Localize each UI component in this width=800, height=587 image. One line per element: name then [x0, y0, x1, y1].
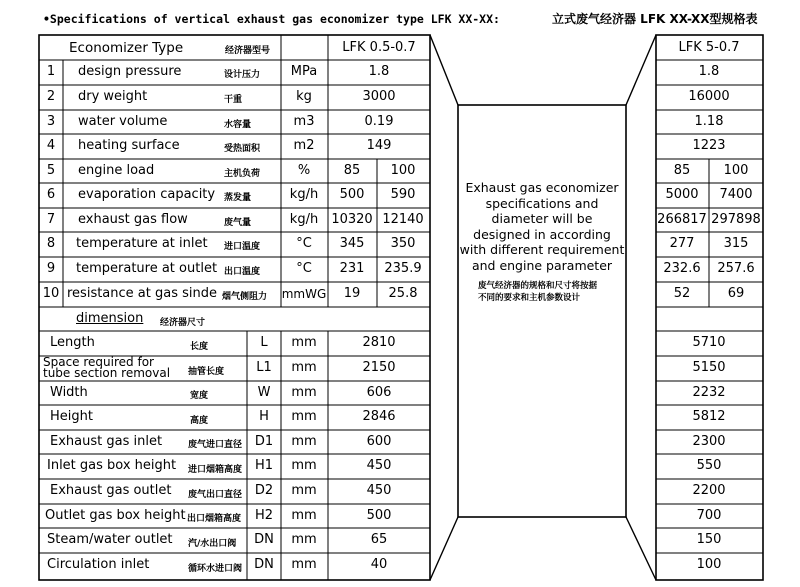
right-value: 277 [669, 236, 695, 251]
dim-name-cn: 废气进口直径 [188, 440, 243, 450]
spec-name: temperature at outlet [76, 261, 218, 276]
left-model: LFK 0.5-0.7 [342, 40, 416, 55]
dim-unit: mm [291, 434, 317, 449]
spec-name: heating surface [78, 138, 180, 153]
left-value: 85 [343, 163, 361, 178]
spec-name: resistance at gas sinde [67, 286, 217, 301]
spec-name: water volume [78, 114, 168, 129]
dim-left-value: 606 [366, 385, 392, 400]
left-value: 10320 [331, 212, 373, 227]
spec-name-cn: 蒸发量 [224, 193, 252, 203]
economizer-type-label-cn: 经济器型号 [225, 46, 271, 56]
dim-left-value: 450 [366, 483, 392, 498]
left-value: 1.8 [368, 64, 390, 79]
spec-unit: °C [296, 261, 312, 276]
spec-unit: mmWG [281, 287, 327, 301]
dim-left-value: 2810 [362, 335, 396, 350]
left-value: 149 [366, 138, 392, 153]
dim-left-value: 40 [370, 557, 388, 572]
dim-right-value: 5710 [692, 335, 726, 350]
left-value: 100 [390, 163, 416, 178]
dim-name: Exhaust gas outlet [50, 483, 172, 498]
right-value: 100 [723, 163, 749, 178]
dim-unit: mm [291, 458, 317, 473]
dim-unit: mm [291, 385, 317, 400]
spec-name-cn: 废气量 [224, 218, 252, 228]
dim-unit: mm [291, 483, 317, 498]
dim-name-cn: 宽度 [190, 391, 209, 401]
left-value: 12140 [382, 212, 424, 227]
dim-name-cn: 循环水进口阀 [188, 564, 243, 574]
left-value: 0.19 [364, 114, 394, 129]
dim-unit: mm [291, 409, 317, 424]
spec-name: dry weight [78, 89, 148, 104]
dim-symbol: L1 [256, 360, 272, 375]
dim-name-cn: 出口烟箱高度 [187, 514, 242, 524]
row-number: 8 [46, 236, 56, 251]
spec-unit: m2 [293, 138, 315, 153]
dim-left-value: 500 [366, 508, 392, 523]
dim-right-value: 2200 [692, 483, 726, 498]
dim-symbol: DN [254, 557, 274, 572]
spec-unit: % [297, 163, 311, 178]
right-value: 1223 [692, 138, 726, 153]
dim-symbol: L [260, 335, 268, 350]
dim-unit: mm [291, 508, 317, 523]
left-value: 231 [339, 261, 365, 276]
row-number: 2 [46, 89, 56, 104]
row-number: 1 [46, 64, 56, 79]
left-value: 25.8 [388, 286, 418, 301]
economizer-type-label: Economizer Type [69, 40, 184, 56]
left-value: 500 [339, 187, 365, 202]
left-value: 350 [390, 236, 416, 251]
sheet-title-en: •Specifications of vertical exhaust gas economizer type LFK XX-XX: [43, 12, 500, 26]
row-number: 9 [46, 261, 56, 276]
dim-name: Height [50, 409, 93, 424]
spec-name-cn: 出口温度 [224, 267, 261, 277]
right-value: 297898 [711, 212, 761, 227]
right-value: 52 [673, 286, 691, 301]
right-value: 257.6 [717, 261, 755, 276]
right-value: 7400 [719, 187, 753, 202]
dim-right-value: 2300 [692, 434, 726, 449]
middle-note-en: Exhaust gas economizer specifications and diameter will be designed in according with different requirement and engine parameter [459, 180, 625, 273]
right-value: 315 [723, 236, 749, 251]
spec-name: engine load [78, 163, 155, 178]
dimension-heading-cn: 经济器尺寸 [160, 318, 206, 328]
right-value: 1.8 [698, 64, 720, 79]
middle-note-cn: 废气经济器的规格和尺寸将按据 不同的要求和主机参数设计 [478, 281, 598, 303]
dim-left-value: 600 [366, 434, 392, 449]
row-number: 10 [42, 286, 60, 301]
dim-name-cn: 汽/水出口阀 [188, 539, 237, 549]
left-value: 590 [390, 187, 416, 202]
dim-symbol: D1 [254, 434, 274, 449]
spec-name-cn: 受热面积 [224, 144, 261, 154]
left-value: 235.9 [384, 261, 422, 276]
right-value: 69 [727, 286, 745, 301]
dim-name-cn: 进口烟箱高度 [188, 465, 243, 475]
sheet-title-cn: 立式废气经济器 LFK XX-XX型规格表 [552, 12, 758, 26]
dim-name: Circulation inlet [47, 557, 150, 572]
space-label-line2: tube section removal [43, 366, 171, 380]
dim-name: Width [50, 385, 88, 400]
right-value: 266817 [657, 212, 707, 227]
dim-name: Length [50, 335, 95, 350]
dim-left-value: 450 [366, 458, 392, 473]
dim-right-value: 5150 [692, 360, 726, 375]
dim-right-value: 150 [696, 532, 722, 547]
row-number: 6 [46, 187, 56, 202]
spec-unit: °C [296, 236, 312, 251]
spec-unit: m3 [293, 114, 315, 129]
spec-name-cn: 主机负荷 [224, 169, 261, 179]
dim-symbol: H2 [254, 508, 274, 523]
dim-name-cn: 废气出口直径 [188, 490, 243, 500]
spec-name: design pressure [78, 64, 182, 79]
dim-symbol: W [257, 385, 271, 400]
dim-symbol: DN [254, 532, 274, 547]
dim-left-value: 65 [370, 532, 388, 547]
dim-symbol: H1 [254, 458, 274, 473]
right-value: 85 [673, 163, 691, 178]
spec-name: evaporation capacity [78, 187, 216, 202]
right-value: 5000 [665, 187, 699, 202]
dim-right-value: 2232 [692, 385, 726, 400]
dim-name: Steam/water outlet [47, 532, 173, 547]
dim-right-value: 550 [696, 458, 722, 473]
right-model: LFK 5-0.7 [678, 40, 740, 55]
spec-name-cn: 烟气侧阻力 [222, 292, 268, 302]
dim-right-value: 5812 [692, 409, 726, 424]
spec-name-cn: 进口温度 [224, 242, 261, 252]
row-number: 3 [46, 114, 56, 129]
dim-unit: mm [291, 360, 317, 375]
right-value: 1.18 [694, 114, 724, 129]
dim-name: Outlet gas box height [45, 508, 186, 523]
right-value: 232.6 [663, 261, 701, 276]
dimension-heading: dimension [76, 311, 144, 326]
dim-name-cn: 长度 [190, 342, 209, 352]
row-number: 7 [46, 212, 56, 227]
dim-unit: mm [291, 335, 317, 350]
spec-name: temperature at inlet [76, 236, 208, 251]
left-value: 3000 [362, 89, 396, 104]
left-value: 345 [339, 236, 365, 251]
spec-name-cn: 设计压力 [224, 70, 261, 80]
space-label-line1: Space required for [43, 355, 154, 369]
right-value: 16000 [688, 89, 730, 104]
left-value: 19 [343, 286, 361, 301]
dim-name: Inlet gas box height [47, 458, 177, 473]
spec-unit: kg/h [289, 187, 319, 202]
dim-left-value: 2150 [362, 360, 396, 375]
row-number: 5 [46, 163, 56, 178]
spec-name: exhaust gas flow [78, 212, 188, 227]
dim-symbol: D2 [254, 483, 274, 498]
row-number: 4 [46, 138, 56, 153]
dim-unit: mm [291, 557, 317, 572]
spec-unit: kg/h [289, 212, 319, 227]
spec-name-cn: 水容量 [224, 120, 252, 130]
dim-right-value: 700 [696, 508, 722, 523]
spec-unit: kg [296, 89, 312, 104]
spec-unit: MPa [290, 64, 318, 79]
dim-unit: mm [291, 532, 317, 547]
dim-name: Exhaust gas inlet [50, 434, 163, 449]
dim-right-value: 100 [696, 557, 722, 572]
dim-name-cn: 高度 [190, 416, 209, 426]
spec-name-cn: 干重 [224, 95, 243, 105]
dim-left-value: 2846 [362, 409, 396, 424]
dim-name-cn: 抽管长度 [188, 367, 225, 377]
dim-symbol: H [259, 409, 269, 424]
